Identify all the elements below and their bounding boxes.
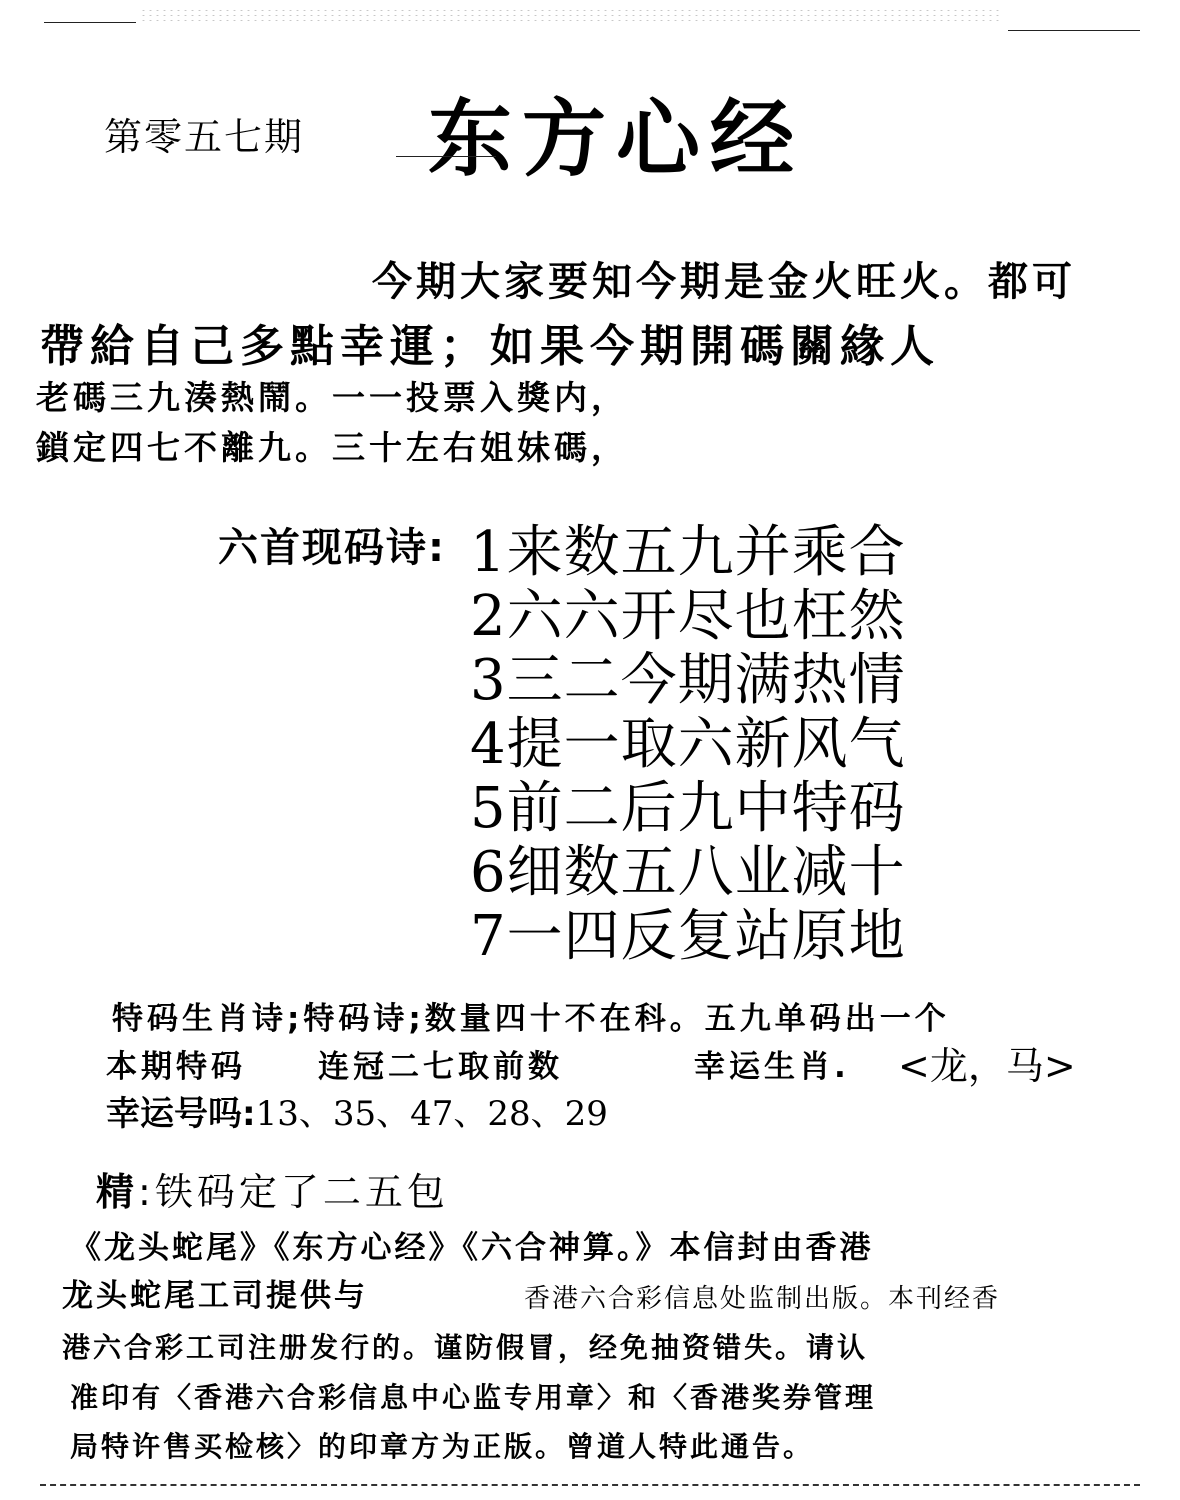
masthead-underline [396, 156, 496, 157]
intro-line-3: 老碼三九湊熱鬧。一一投票入獎内， [36, 378, 628, 417]
footer-line-5: 局特许售买检核〉的印章方为正版。曾道人特此通告。 [70, 1430, 815, 1463]
poem-line-7: 7一四反复站原地 [470, 904, 906, 969]
lucky-numbers-values: 13、35、47、28、29 [255, 1094, 608, 1134]
special-code-label: 本期特码 [106, 1049, 246, 1085]
lucky-numbers-line [106, 1086, 608, 1135]
jing-label: 精 [96, 1170, 139, 1214]
intro-line-4: 鎖定四七不離九。三十左右姐妹碼， [36, 428, 628, 467]
lucky-numbers-label: 幸运号吗: [106, 1094, 256, 1134]
issue-number: 第零五七期 [104, 115, 305, 159]
footer-line-1: 《龙头蛇尾》《东方心经》《六合神算。》本信封由香港 [70, 1230, 874, 1266]
intro-line-2: 帶給自己多點幸運；如果今期開碼關緣人 [40, 321, 940, 372]
top-rule-right [1008, 30, 1140, 31]
top-rule-left [44, 22, 136, 23]
poem-line-1: 1来数五九并乘合 [470, 520, 906, 585]
poem-line-3: 3三二今期满热情 [470, 648, 906, 713]
footer-line-2b: 香港六合彩信息处监制出版。本刊经香 [524, 1284, 1001, 1314]
footer-line-3: 港六合彩工司注册发行的。谨防假冒，经免抽资错失。请认 [62, 1331, 869, 1364]
intro-line-1: 今期大家要知今期是金火旺火。都可 [372, 259, 1076, 305]
poem-line-6: 6细数五八业减十 [470, 840, 906, 905]
jing-line [96, 1161, 449, 1216]
poem-line-5: 5前二后九中特码 [470, 776, 906, 841]
jing-text: :铁码定了二五包 [138, 1170, 449, 1214]
poem-line-4: 4提一取六新风气 [470, 712, 906, 777]
footer-line-2a: 龙头蛇尾工司提供与 [62, 1278, 368, 1314]
zodiac-poem-line: 特码生肖诗;特码诗;数量四十不在科。五九单码出一个 [112, 1001, 950, 1037]
scan-speckle [140, 8, 1000, 22]
special-code-hint: 连冠二七取前数 [318, 1049, 563, 1085]
footer-line-4: 准印有〈香港六合彩信息中心监专用章〉和〈香港奖券管理 [70, 1381, 877, 1414]
lucky-zodiac-values: <龙，马> [898, 1044, 1076, 1088]
bottom-rule [40, 1484, 1140, 1486]
lucky-zodiac-label: 幸运生肖. [694, 1049, 850, 1085]
poem-title: 六首现码诗: [218, 525, 446, 571]
masthead-title: 东方心经 [428, 90, 805, 188]
poem-line-2: 2六六开尽也枉然 [470, 584, 906, 649]
